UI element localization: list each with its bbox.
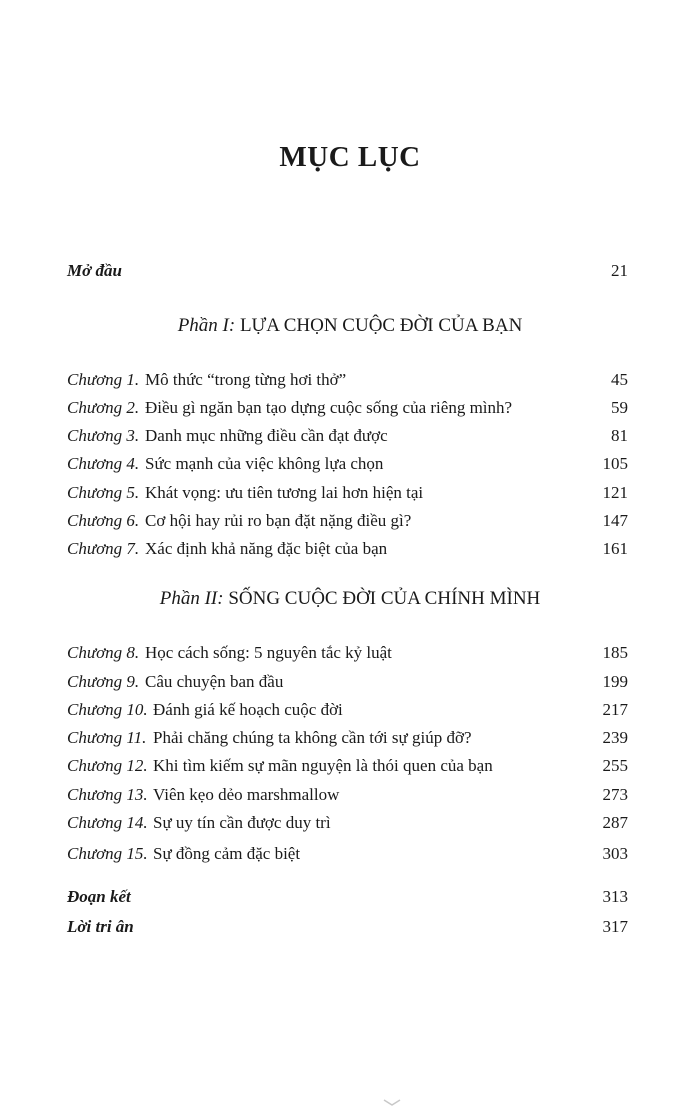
toc-row-chapter-5[interactable] (67, 480, 628, 506)
toc-page-number: 59 (611, 398, 628, 417)
part-heading-1 (0, 312, 700, 340)
toc-page-number: 147 (602, 511, 628, 530)
toc-row-acknowledgements[interactable] (67, 914, 628, 940)
toc-label: Chương 13. (67, 785, 148, 804)
toc-title: Cơ hội hay rủi ro bạn đặt nặng điều gì? (145, 511, 412, 530)
toc-title: Sức mạnh của việc không lựa chọn (145, 454, 384, 473)
toc-row-epilogue[interactable] (67, 884, 628, 910)
toc-label: Chương 12. (67, 756, 148, 775)
toc-page-number: 303 (602, 844, 628, 863)
toc-title: Khát vọng: ưu tiên tương lai hơn hiện tại (145, 483, 424, 502)
toc-label: Chương 3. (67, 426, 140, 445)
toc-label: Chương 2. (67, 398, 140, 417)
toc-row-chapter-12[interactable] (67, 753, 628, 779)
toc-title: Danh mục những điều cần đạt được (145, 426, 388, 445)
toc-row-chapter-9[interactable] (67, 669, 628, 695)
toc-row-chapter-11[interactable] (67, 725, 628, 751)
part-heading-2 (0, 585, 700, 613)
toc-page-number: 217 (602, 700, 628, 719)
toc-row-chapter-15[interactable] (67, 841, 628, 867)
toc-title: Mô thức “trong từng hơi thở” (145, 370, 347, 389)
toc-page-number: 161 (602, 539, 628, 558)
toc-title: Xác định khả năng đặc biệt của bạn (145, 539, 388, 558)
part-label: Phần II: (159, 588, 224, 609)
toc-row-chapter-2[interactable] (67, 395, 628, 421)
toc-label: Chương 10. (67, 700, 148, 719)
toc-page-number: 239 (602, 728, 628, 747)
toc-title: Khi tìm kiếm sự mãn nguyện là thói quen của bạn (153, 756, 493, 775)
toc-title: Sự uy tín cần được duy trì (153, 813, 331, 832)
toc-label: Chương 4. (67, 454, 140, 473)
toc-page-number: 317 (602, 917, 628, 936)
toc-page-number: 121 (602, 483, 628, 502)
toc-label: Chương 5. (67, 483, 140, 502)
toc-label: Chương 6. (67, 511, 140, 530)
toc-title: Đánh giá kế hoạch cuộc đời (153, 700, 343, 719)
toc-page-number: 45 (611, 370, 628, 389)
page-title: MỤC LỤC (279, 141, 421, 173)
toc-label: Chương 1. (67, 370, 140, 389)
toc-title: Học cách sống: 5 nguyên tắc kỷ luật (145, 643, 392, 662)
toc-row-chapter-8[interactable] (67, 640, 628, 666)
toc-label: Chương 14. (67, 813, 148, 832)
chevron-down-icon (382, 1098, 402, 1108)
toc-page-number: 287 (602, 813, 628, 832)
toc-page-number: 105 (602, 454, 628, 473)
toc-row-chapter-13[interactable] (67, 782, 628, 808)
toc-label: Chương 11. (67, 728, 147, 747)
part-title: LỰA CHỌN CUỘC ĐỜI CỦA BẠN (239, 315, 523, 336)
toc-page-number: 255 (602, 756, 628, 775)
toc-row-chapter-7[interactable] (67, 536, 628, 562)
toc-label: Lời tri ân (67, 917, 134, 936)
toc-label: Đoạn kết (67, 887, 131, 906)
toc-page-number: 199 (602, 672, 628, 691)
toc-title: Viên kẹo dẻo marshmallow (153, 785, 340, 804)
toc-title: Điều gì ngăn bạn tạo dựng cuộc sống của riêng mình? (145, 398, 513, 417)
toc-page-number: 313 (602, 887, 628, 906)
toc-page-number: 81 (611, 426, 628, 445)
toc-title: Sự đồng cảm đặc biệt (153, 844, 301, 863)
toc-label: Mở đầu (67, 261, 122, 280)
toc-title: Phải chăng chúng ta không cần tới sự giúp đỡ? (153, 728, 472, 747)
part-label: Phần I: (177, 315, 236, 336)
part-title: SỐNG CUỘC ĐỜI CỦA CHÍNH MÌNH (228, 588, 541, 609)
toc-row-chapter-14[interactable] (67, 810, 628, 836)
toc-row-chapter-4[interactable] (67, 451, 628, 477)
toc-label: Chương 8. (67, 643, 140, 662)
toc-label: Chương 15. (67, 844, 148, 863)
toc-row-chapter-10[interactable] (67, 697, 628, 723)
toc-page-number: 273 (602, 785, 628, 804)
toc-label: Chương 7. (67, 539, 140, 558)
toc-row-chapter-3[interactable] (67, 423, 628, 449)
toc-label: Chương 9. (67, 672, 140, 691)
toc-title: Câu chuyện ban đầu (145, 672, 284, 691)
toc-row-chapter-1[interactable] (67, 367, 628, 393)
toc-page-number: 21 (611, 261, 628, 280)
toc-row-intro[interactable] (67, 258, 628, 284)
toc-row-chapter-6[interactable] (67, 508, 628, 534)
toc-page-number: 185 (602, 643, 628, 662)
